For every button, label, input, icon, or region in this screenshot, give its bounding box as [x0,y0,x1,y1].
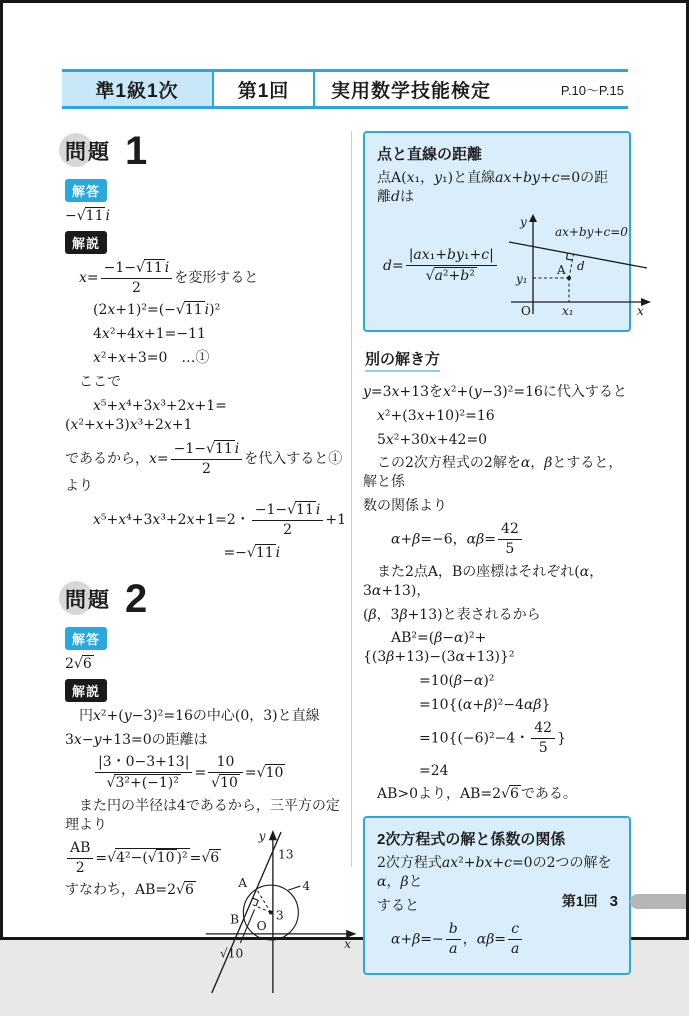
footer-page-number: 3 [609,892,618,910]
problem-label: 問題 [65,141,111,164]
math-line: =10{(α+β)²−4αβ} [363,697,551,714]
math-line: =10{(−6)²−4・ $\frac{42}{5}$ } [363,719,567,756]
math-line: x⁵+x⁴+3x³+2x+1=2・ $\frac{-1-√11 i}{2}$ +1 [93,502,346,539]
math-line: この2次方程式の2解をα，βとすると，解と係 [363,455,623,491]
y-axis-arrow-icon [529,214,537,222]
math-line: $\frac{AB}{2}$ =√4²−(√10 )² =√6 [65,840,240,877]
math-line: (β，3β+13)と表されるから [363,606,541,623]
problem2-answer: 2√6 [65,655,92,672]
math-line: 3x−y+13=0の距離は [65,731,208,748]
x-axis-label: x [636,303,644,318]
roots-coefficients-formula: α+β=− $\frac{b}{a}$ ，αβ= $\frac{c}{a}$ [377,921,617,958]
problem2-number: 2 [125,576,148,621]
math-line: であるから，x= $\frac{-1-√11 i}{2}$ を代入すると①より [65,440,343,495]
x1-label: x₁ [561,303,574,318]
alt-solution-title: 別の解き方 [365,348,440,372]
math-line: AB>0より，AB=2√6 である。 [363,786,577,803]
math-line: また2点A，Bの座標はそれぞれ(α，3α+13)， [363,563,604,599]
math-line: ここで [65,374,121,391]
problem2-figure-row [65,829,353,1016]
math-line: y=3x+13をx²+(y−3)²=16に代入すると [363,383,627,400]
math-line: AB²=(β−α)²+{(3β+13)−(3α+13)}² [363,630,515,666]
math-line: =24 [363,762,449,779]
answer-badge: 解答 [65,627,107,650]
distance-diagram [503,212,653,320]
x-axis-label: x [344,936,352,951]
page-header [62,69,628,109]
problem2-explanation [65,707,353,835]
y-axis-label: y [258,829,266,844]
box1-title: 点と直線の距離 [377,146,483,163]
circle-line-diagram [195,828,363,996]
origin-label: O [256,918,267,933]
point-a-label: A [556,262,566,277]
problem1-heading [65,131,353,171]
y-axis-label: y [519,214,527,229]
y-axis-arrow-icon [269,830,277,840]
math-line: x²+x+3=0 …① [93,350,210,367]
origin-label: O [520,303,531,318]
problem1-answer: −√11 i [65,208,110,224]
center-label: 3 [275,908,284,923]
math-line: 4x²+4x+1=−11 [65,326,206,343]
answer-badge: 解答 [65,179,107,202]
math-line: x= $\frac{-1-√11 i}{2}$ を変形すると [79,259,259,296]
math-line: 数の関係より [363,498,447,515]
point-line-distance-box [363,131,644,332]
math-line: =−√11 i [65,544,281,561]
math-line: x⁵+x⁴+3x³+2x+1=(x²+x+3)x³+2x+1 [65,398,227,433]
header-title: 実用数学技能検定 [331,80,492,102]
math-line: x²+(3x+10)²=16 [377,407,495,424]
header-round: 第1回 [214,72,315,106]
point-b-label: B [230,912,240,927]
y-intercept-label: 13 [277,847,294,862]
right-column [363,131,644,975]
math-line: また円の半径は4であるから，三平方の定理より [65,798,340,833]
math-line: α+β=−6，αβ= $\frac{42}{5}$ [363,521,631,558]
math-line: すると [377,898,419,915]
math-line: 5x²+30x+42=0 [363,431,488,448]
problem2-heading [65,576,353,621]
math-line: すなわち，AB=2√6 [65,882,194,899]
math-line: 2次方程式ax²+bx+c=0の2つの解をα，βと [377,855,612,891]
line-equation-label: ax+by+c=0 [554,224,628,239]
box2-title: 2次方程式の解と係数の関係 [377,831,566,849]
math-line: (2x+1)²=(−√11 i)² [65,302,221,319]
radius-label: 4 [302,878,311,893]
math-line: =10(β−α)² [363,673,495,690]
explanation-badge: 解説 [65,231,107,254]
distance-formula: d= $\frac{\text{|ax₁+by₁+c|}}{\text{√a²+b²}}$ [383,247,499,285]
distance-label: d [576,258,585,273]
footer-round-label: 第1回 [561,893,598,909]
point-a-label: A [238,875,248,890]
math-line: $\frac{|3・0-3+13|}{\text{√3²+(−1)²}}$ = $\frac{10}{√10}$ =√10 [65,754,353,792]
explanation-badge: 解説 [65,679,107,702]
problem1-explanation [65,259,353,563]
box1-intro: 点A(x₁，y₁)と直線ax+by+c=0の距離dは [377,170,609,205]
problem-label: 問題 [65,588,111,612]
distance-label: √10 [219,946,244,961]
header-page-range: P.10～P.15 [560,82,624,98]
footer-edge-tab [630,894,686,909]
left-column [65,129,353,1016]
y1-label: y₁ [515,271,528,286]
header-level: 準1級1次 [62,72,214,106]
box1-content-row [377,212,644,320]
alt-solution-body [363,383,631,805]
problem1-number: 1 [125,129,148,173]
page-footer [562,891,686,911]
math-line: 円x²+(y−3)²=16の中心(0，3)と直線 [65,707,320,724]
